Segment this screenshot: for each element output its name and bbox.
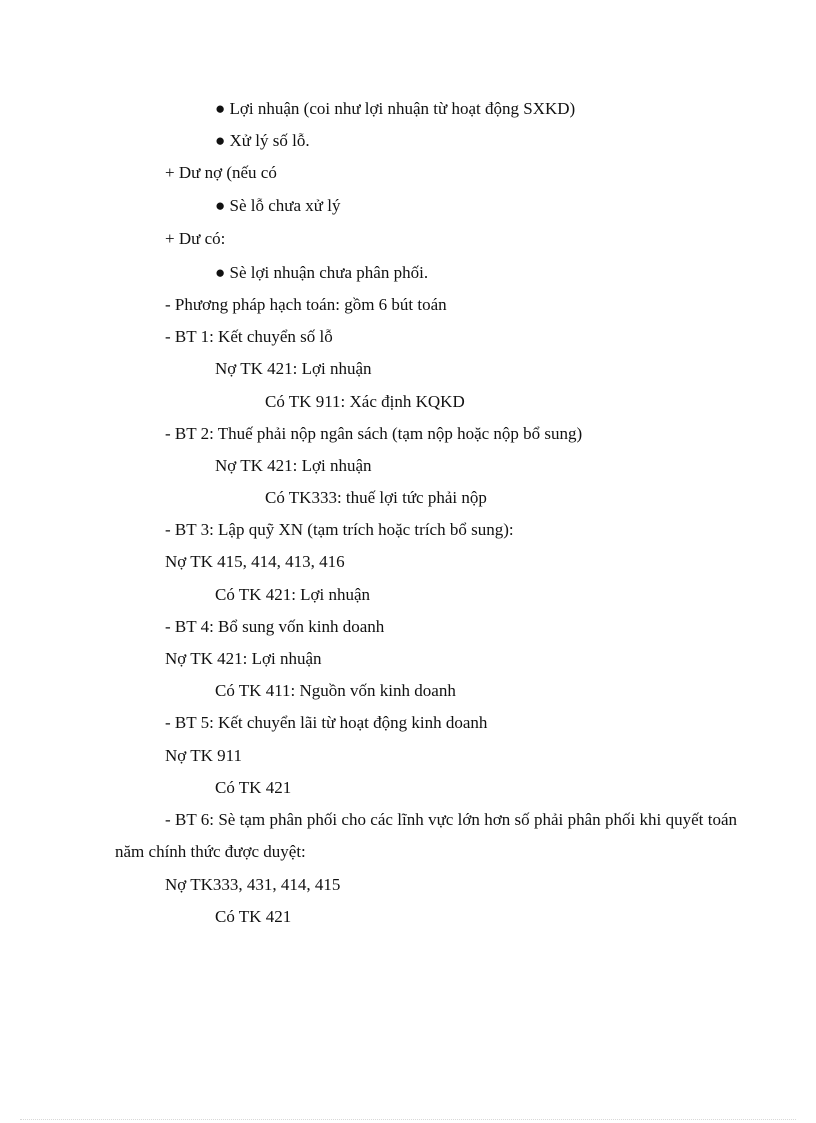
text-line: Có TK 421: Lợi nhuận (215, 585, 371, 604)
text-line: - BT 4: Bổ sung vốn kinh doanh (165, 617, 385, 636)
text-paragraph: - BT 6: Sè tạm phân phối cho các lĩnh vực lớn hơn số phải phân phối khi quyết toán năm chính thức được duyệt: (115, 810, 737, 861)
text-line: - BT 3: Lập quỹ XN (tạm trích hoặc trích bổ sung): (165, 520, 514, 539)
text-line: - BT 2: Thuế phải nộp ngân sách (tạm nộp hoặc nộp bổ sung) (165, 424, 583, 443)
text-line: Có TK 411: Nguồn vốn kinh doanh (215, 681, 456, 700)
text-line: - BT 1: Kết chuyển số lỗ (165, 327, 333, 346)
text-line: - BT 5: Kết chuyển lãi từ hoạt động kinh doanh (165, 713, 488, 732)
text-line: - Phương pháp hạch toán: gồm 6 bút toán (165, 295, 447, 314)
text-line: Nợ TK 421: Lợi nhuận (215, 359, 372, 378)
text-line: Có TK 421 (215, 778, 292, 797)
text-line: Nợ TK333, 431, 414, 415 (165, 875, 341, 894)
text-line: + Dư có: (165, 229, 226, 248)
text-line: Nợ TK 415, 414, 413, 416 (165, 552, 345, 571)
text-line: Có TK 421 (215, 907, 292, 926)
text-line: ● Xử lý số lỗ. (215, 131, 310, 150)
text-line: Nợ TK 911 (165, 746, 242, 765)
text-line: Có TK 911: Xác định KQKD (265, 392, 465, 411)
text-line: Nợ TK 421: Lợi nhuận (215, 456, 372, 475)
page-bottom-divider (20, 1119, 796, 1120)
text-line: ● Sè lỗ chưa xử lý (215, 196, 341, 215)
text-line: + Dư nợ (nếu có (165, 163, 277, 182)
text-line: ● Lợi nhuận (coi như lợi nhuận từ hoạt động SXKD) (215, 99, 576, 118)
text-line: Có TK333: thuế lợi tức phải nộp (265, 488, 487, 507)
text-line: Nợ TK 421: Lợi nhuận (165, 649, 322, 668)
text-line: ● Sè lợi nhuận chưa phân phối. (215, 263, 429, 282)
